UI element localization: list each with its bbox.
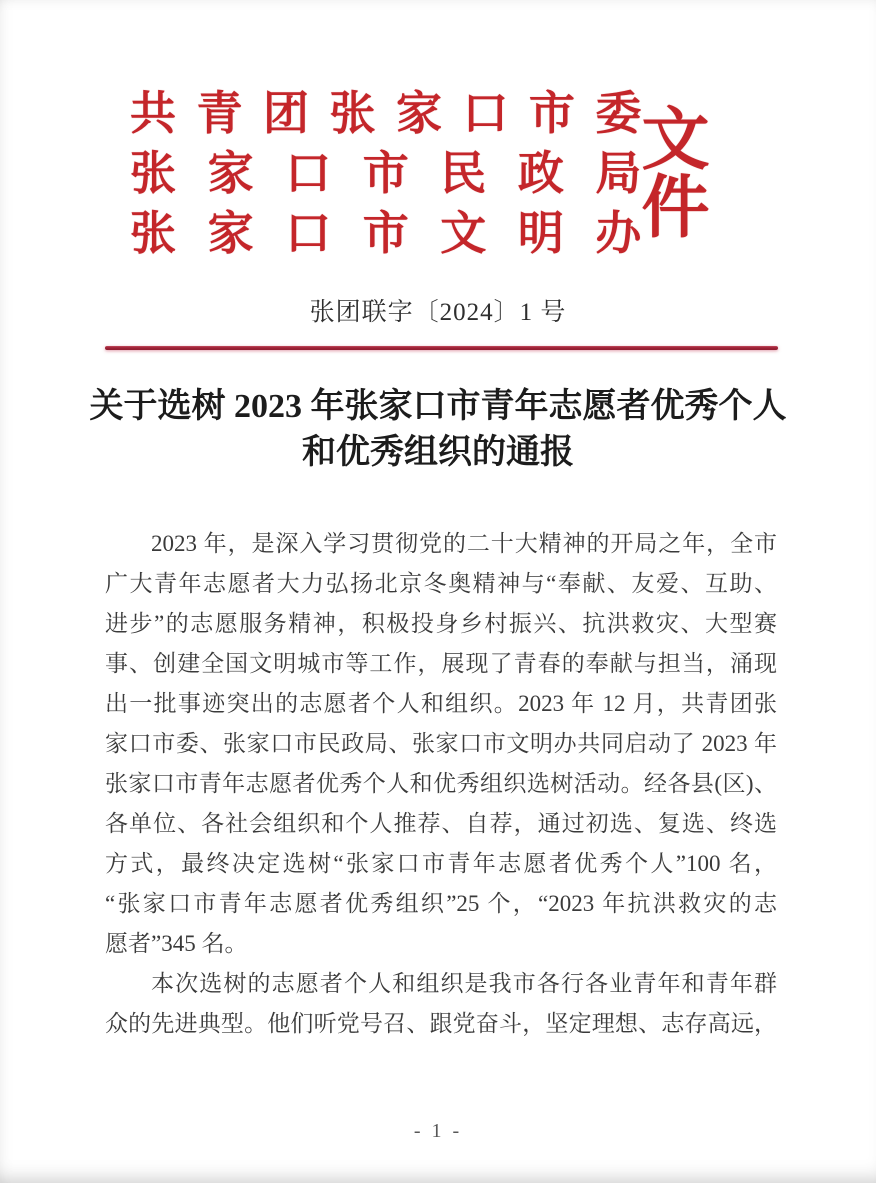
body-line: 张家口市青年志愿者优秀个人和优秀组织选树活动。经各县(区)、 [105,771,777,796]
body-line: 本次选树的志愿者个人和组织是我市各行各业青年和青年群 [151,971,777,996]
document-title-line1: 关于选树 2023 年张家口市青年志愿者优秀个人 [89,388,787,425]
org-line-youth-league: 共 青 团 张 家 口 市 委 [130,88,642,139]
body-line: “张家口市青年志愿者优秀组织”25 个，“2023 年抗洪救灾的志 [105,891,777,916]
body-line: 愿者”345 名。 [105,931,248,956]
org-line-civil-affairs: 张 家 口 市 民 政 局 [130,148,642,199]
body-line: 事、创建全国文明城市等工作，展现了青春的奉献与担当，涌现 [105,651,777,676]
document-title-line2: 和优秀组织的通报 [302,434,574,471]
document-body [105,524,777,1044]
issuing-organizations [130,84,641,264]
document-title [50,384,826,476]
body-line: 方式，最终决定选树“张家口市青年志愿者优秀个人”100 名， [105,851,777,876]
body-line: 家口市委、张家口市民政局、张家口市文明办共同启动了 2023 年 [105,731,777,756]
body-line: 进步”的志愿服务精神，积极投身乡村振兴、抗洪救灾、大型赛 [105,611,777,636]
red-letterhead [130,0,776,264]
red-divider-line [105,346,778,350]
document-type-label: 文件 [641,102,713,246]
body-line: 广大青年志愿者大力弘扬北京冬奥精神与“奉献、友爱、互助、 [105,571,777,596]
body-line: 2023 年，是深入学习贯彻党的二十大精神的开局之年，全市 [151,531,777,556]
body-line: 各单位、各社会组织和个人推荐、自荐，通过初选、复选、终选 [105,811,777,836]
body-line: 众的先进典型。他们听党号召、跟党奋斗，坚定理想、志存高远， [105,1011,777,1036]
page-number: - 1 - [413,1120,463,1142]
org-line-civilization-office: 张 家 口 市 文 明 办 [130,208,642,259]
body-line: 出一批事迹突出的志愿者个人和组织。2023 年 12 月，共青团张 [105,691,777,716]
document-number: 张团联字〔2024〕1 号 [309,299,567,326]
